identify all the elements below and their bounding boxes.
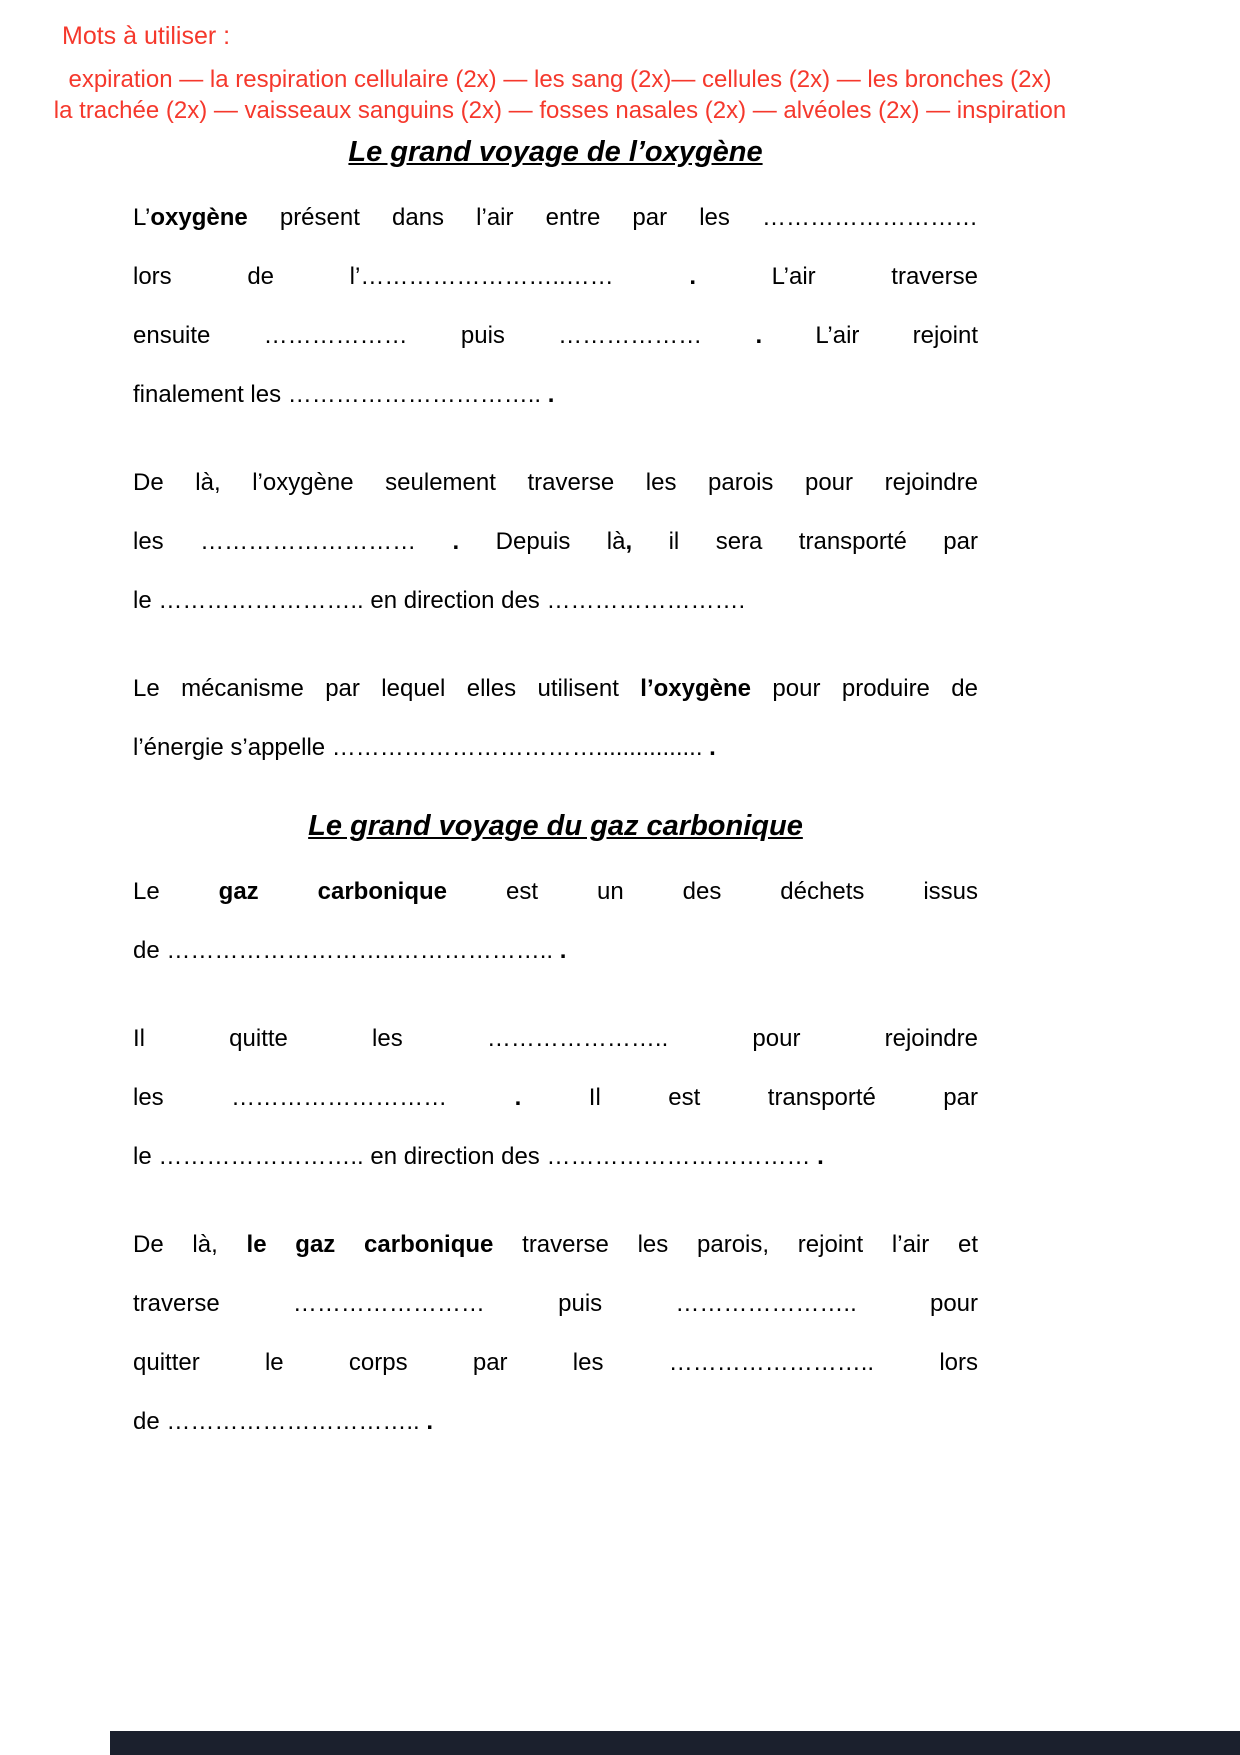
text-line	[133, 512, 978, 571]
bold-text: gaz carbonique	[218, 878, 448, 905]
word-bank-label: Mots à utiliser :	[62, 22, 231, 50]
text: le …………………….. en direction des ……………………………	[133, 1143, 818, 1170]
text: traverse …………………… puis ………………….. pour	[133, 1290, 978, 1317]
text: L’	[133, 204, 151, 231]
bold-text: .	[689, 263, 696, 290]
text: De là, l’oxygène seulement traverse les parois pour rejoindre	[133, 469, 978, 496]
text: de …………………………..	[133, 1408, 427, 1435]
bold-text: .	[547, 381, 555, 408]
text: de ………………………..………………..	[133, 937, 560, 964]
bold-text: .	[559, 937, 567, 964]
section-co2-paragraphs	[133, 862, 978, 1451]
text: Depuis là	[459, 528, 626, 555]
worksheet-content	[133, 132, 978, 1480]
text-line	[133, 188, 978, 247]
text-line	[133, 1333, 978, 1392]
section-title-oxygen: Le grand voyage de l’oxygène	[348, 136, 763, 168]
text-line	[133, 1009, 978, 1068]
section-co2	[133, 806, 978, 1451]
text: Il quitte les ………………….. pour rejoindre	[133, 1025, 978, 1052]
text: Il est transporté par	[521, 1084, 978, 1111]
text-line	[133, 453, 978, 512]
bold-text: .	[426, 1408, 434, 1435]
text: L’air rejoint	[762, 322, 979, 349]
text: De là,	[133, 1231, 247, 1258]
paragraph	[133, 1009, 978, 1186]
paragraph	[133, 1215, 978, 1451]
paragraph	[133, 188, 978, 424]
text: traverse les parois, rejoint l’air et	[493, 1231, 979, 1258]
text-line	[133, 921, 978, 980]
text-line	[133, 365, 978, 424]
bold-text: le gaz carbonique	[246, 1231, 494, 1258]
text: les ………………………	[133, 1084, 515, 1111]
text-line	[133, 1215, 978, 1274]
bold-text: oxygène	[150, 204, 248, 231]
text-line	[133, 247, 978, 306]
bold-text: .	[755, 322, 763, 349]
text: le …………………….. en direction des …………………….	[133, 587, 746, 614]
section-title-co2: Le grand voyage du gaz carbonique	[308, 810, 803, 842]
paragraph	[133, 453, 978, 630]
text: Le mécanisme par lequel elles utilisent	[133, 675, 641, 702]
text-line	[133, 1274, 978, 1333]
text-line	[133, 1392, 978, 1451]
text-line	[133, 306, 978, 365]
text-line	[133, 1127, 978, 1186]
section-oxygen	[133, 132, 978, 777]
text-line	[133, 659, 978, 718]
text: les ………………………	[133, 528, 453, 555]
text: est un des déchets issus	[447, 878, 979, 905]
text: pour produire de	[751, 675, 979, 702]
paragraph	[133, 659, 978, 777]
text-line	[133, 1068, 978, 1127]
text-line	[133, 862, 978, 921]
bold-text: .	[452, 528, 460, 555]
text: il sera transporté par	[632, 528, 978, 555]
bottom-dark-bar	[110, 1731, 1240, 1755]
bold-text: .	[709, 734, 716, 761]
text: finalement les …………………………..	[133, 381, 548, 408]
text: ensuite ……………… puis ………………	[133, 322, 756, 349]
text: l’énergie s’appelle ……………………………................	[133, 734, 710, 761]
text: lors de l’……………………..……	[133, 263, 690, 290]
text: présent dans l’air entre par les ………………………	[247, 204, 978, 231]
bold-text: .	[514, 1084, 522, 1111]
bold-text: .	[817, 1143, 824, 1170]
word-bank	[0, 64, 1120, 126]
text: quitter le corps par les …………………….. lors	[133, 1349, 978, 1376]
text-line	[133, 571, 978, 630]
word-bank-line-2: la trachée (2x) — vaisseaux sanguins (2x) — fosses nasales (2x) — alvéoles (2x) — inspiration	[53, 97, 1067, 124]
paragraph	[133, 862, 978, 980]
word-bank-line-1: expiration — la respiration cellulaire (2x) — les sang (2x)— cellules (2x) — les bronches (2x)	[68, 66, 1052, 93]
section-oxygen-paragraphs	[133, 188, 978, 777]
text: L’air traverse	[695, 263, 978, 290]
bold-text: ,	[625, 528, 633, 555]
text: Le	[133, 878, 219, 905]
bold-text: l’oxygène	[640, 675, 752, 702]
text-line	[133, 718, 978, 777]
